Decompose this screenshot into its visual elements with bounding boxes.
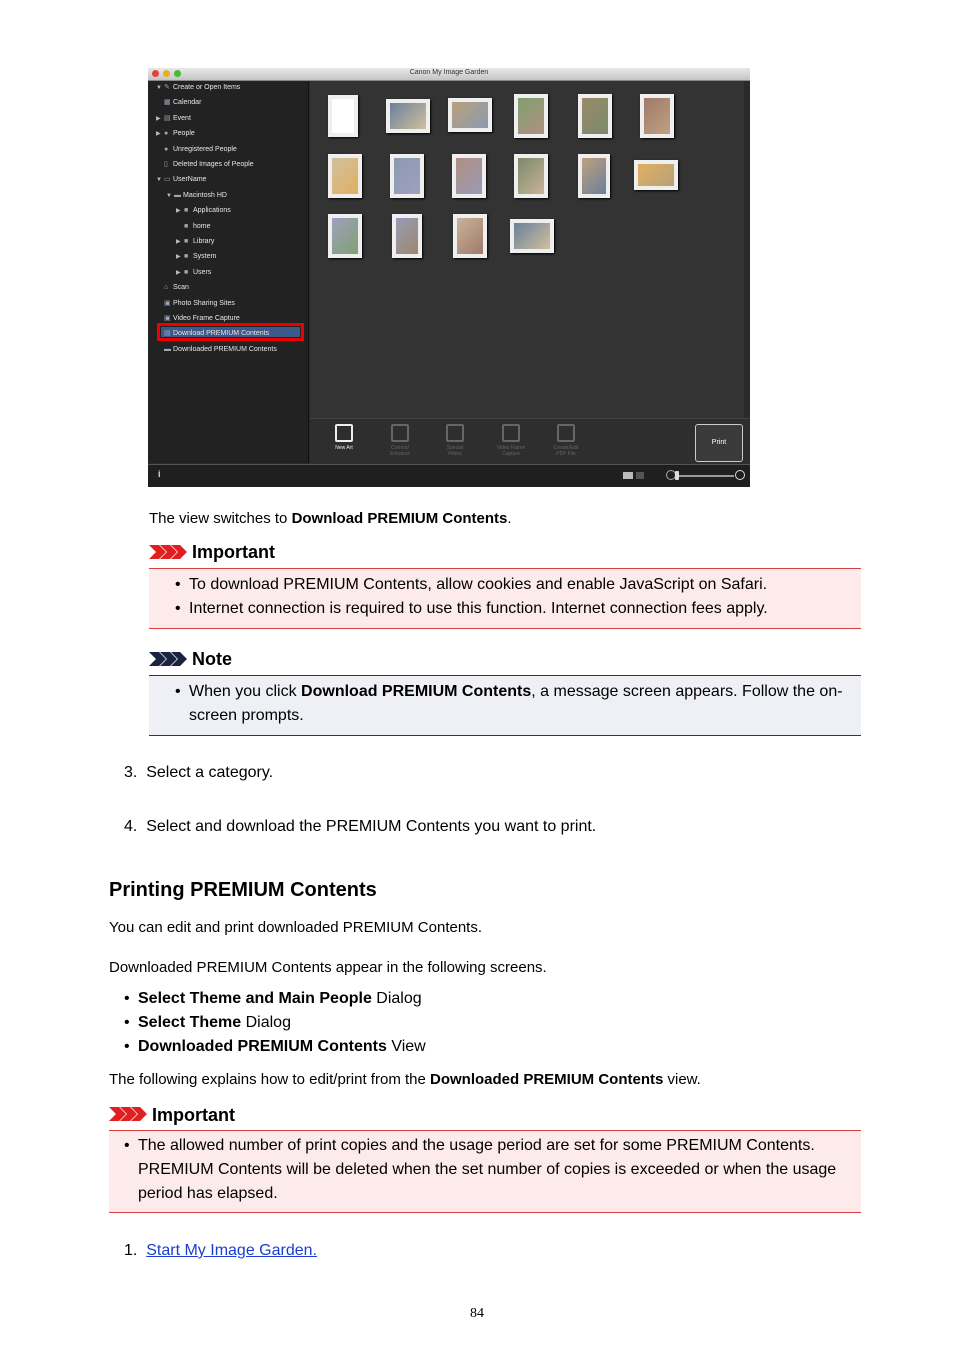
sidebar-item[interactable] [156, 159, 254, 171]
sidebar-item-label: System [193, 253, 217, 261]
photo-thumbnail[interactable] [510, 219, 554, 253]
sidebar-item-label: Calendar [173, 99, 202, 107]
start-my-image-garden-link[interactable]: Start My Image Garden. [146, 1242, 317, 1259]
tool-icon [557, 424, 575, 442]
important-item: • Internet connection is required to use this function. Internet connection fees apply. [175, 600, 768, 617]
disclosure-triangle-icon[interactable]: ▶ [176, 254, 181, 261]
sidebar-item[interactable] [156, 344, 277, 356]
sidebar-item-label: Macintosh HD [183, 191, 227, 199]
disclosure-triangle-icon[interactable]: ▼ [166, 192, 172, 199]
folder-icon: ▭ [164, 176, 171, 184]
sidebar-item[interactable] [156, 113, 191, 125]
photo-thumbnail[interactable] [390, 154, 424, 198]
important-item-continued: PREMIUM Contents will be deleted when the set number of copies is exceeded or when the usage [138, 1161, 837, 1178]
zoom-slider-handle[interactable] [675, 471, 679, 480]
disclosure-triangle-icon[interactable]: ▶ [176, 208, 181, 215]
sidebar-item-label: Event [173, 114, 191, 122]
photo-thumbnail[interactable] [448, 98, 492, 132]
folder-icon: ▤ [164, 114, 171, 122]
folder-icon: ▣ [164, 299, 171, 307]
sidebar-item-label: Users [193, 268, 212, 276]
folder-icon: ■ [184, 253, 189, 261]
sidebar-item-label: Unregistered People [173, 145, 237, 153]
photo-thumbnail[interactable] [578, 94, 612, 138]
folder-icon: ● [164, 145, 169, 153]
photo-thumbnail[interactable] [386, 99, 430, 133]
folder-icon: ▬ [164, 345, 171, 353]
folder-icon: ● [164, 130, 169, 138]
folder-icon: ■ [184, 268, 189, 276]
folder-icon: ▣ [164, 315, 171, 322]
sidebar-item-label: Create or Open Items [173, 84, 241, 91]
photo-thumbnail[interactable] [514, 154, 548, 198]
sidebar-item[interactable] [176, 236, 214, 248]
important-arrows-icon [149, 545, 187, 559]
tool-label: Correct/ Enhance [390, 445, 410, 457]
sidebar-item[interactable] [156, 298, 235, 310]
screen-list-item: • Downloaded PREMIUM Contents View [124, 1038, 426, 1055]
sidebar-item-label: Library [193, 238, 215, 245]
sidebar-item[interactable] [156, 174, 206, 186]
important-arrows-icon [109, 1107, 147, 1121]
sidebar-item[interactable] [156, 328, 269, 340]
tool-button[interactable] [433, 424, 477, 457]
photo-thumbnail[interactable] [328, 214, 362, 258]
photo-thumbnail[interactable] [578, 154, 610, 198]
sidebar-item-label: Downloaded PREMIUM Contents [173, 345, 277, 353]
zoom-slider[interactable] [678, 475, 734, 477]
sidebar-item[interactable] [176, 251, 216, 263]
folder-icon: ■ [184, 222, 189, 230]
step-4: 4. Select and download the PREMIUM Contents you want to print. [124, 818, 597, 835]
disclosure-triangle-icon[interactable]: ▼ [156, 177, 162, 184]
zoom-in-icon[interactable] [735, 470, 745, 480]
folder-icon: ✎ [164, 84, 170, 91]
photo-thumbnail[interactable] [328, 95, 358, 137]
disclosure-triangle-icon[interactable]: ▶ [176, 239, 181, 245]
important-item-continued: period has elapsed. [138, 1185, 278, 1202]
photo-thumbnail[interactable] [453, 214, 487, 258]
important-box [149, 568, 861, 629]
disclosure-triangle-icon[interactable]: ▼ [156, 85, 162, 91]
tool-button[interactable] [378, 424, 422, 457]
info-icon[interactable]: i [158, 469, 161, 479]
photo-thumbnail[interactable] [514, 94, 548, 138]
note-heading: Note [192, 649, 232, 669]
note-arrows-icon [149, 652, 187, 666]
step-3: 3. Select a category. [124, 764, 274, 781]
photo-thumbnail[interactable] [452, 154, 486, 198]
tool-icon [502, 424, 520, 442]
folder-icon: ▬ [174, 191, 181, 199]
paragraph: Downloaded PREMIUM Contents appear in the following screens. [109, 959, 547, 976]
sidebar-item-label: Applications [193, 207, 231, 215]
tool-label: Special Filters [446, 445, 464, 457]
paragraph: You can edit and print downloaded PREMIUM Contents. [109, 919, 483, 936]
sidebar-item-label: Download PREMIUM Contents [173, 330, 270, 338]
sidebar-item-label: Scan [173, 284, 189, 292]
view-switch-sentence: The view switches to Download PREMIUM Contents. [149, 510, 512, 527]
sidebar-item[interactable] [176, 205, 231, 217]
screen-list-item: • Select Theme Dialog [124, 1014, 291, 1031]
note-item: • When you click Download PREMIUM Contents, a message screen appears. Follow the on- [175, 683, 843, 700]
disclosure-triangle-icon[interactable]: ▶ [156, 115, 161, 122]
photo-thumbnail[interactable] [640, 94, 674, 138]
folder-icon: ■ [184, 207, 189, 215]
disclosure-triangle-icon[interactable]: ▶ [156, 131, 161, 138]
paragraph: The following explains how to edit/print from the Downloaded PREMIUM Contents view. [109, 1071, 701, 1088]
photo-thumbnail[interactable] [328, 154, 362, 198]
important-box [109, 1130, 861, 1213]
tool-icon [391, 424, 409, 442]
note-item-continued: screen prompts. [189, 707, 304, 724]
sidebar-item[interactable] [176, 221, 211, 233]
app-screenshot [148, 68, 750, 487]
sidebar-item-label: Deleted Images of People [173, 161, 254, 168]
sidebar-item-label: Photo Sharing Sites [173, 299, 235, 307]
folder-icon: ▯ [164, 161, 168, 168]
photo-thumbnail[interactable] [392, 214, 422, 258]
important-heading: Important [152, 1105, 235, 1125]
step-1: 1. Start My Image Garden. [124, 1242, 317, 1259]
disclosure-triangle-icon[interactable]: ▶ [176, 269, 181, 276]
tool-button[interactable] [544, 424, 588, 457]
tool-button[interactable] [489, 424, 533, 457]
tool-label: New Art [335, 445, 353, 451]
status-bar [148, 464, 750, 487]
sidebar-item-label: People [173, 130, 195, 138]
tool-icon [446, 424, 464, 442]
folder-icon: ▦ [164, 99, 171, 107]
tool-button[interactable] [322, 424, 366, 451]
important-item: • The allowed number of print copies and the usage period are set for some PREMIUM Contents. [124, 1137, 815, 1154]
window-titlebar [148, 68, 750, 81]
folder-icon: ▤ [164, 330, 171, 338]
sidebar-item[interactable] [156, 282, 189, 294]
sidebar-item-label: Video Frame Capture [173, 315, 240, 322]
sidebar-item[interactable] [156, 313, 240, 325]
sidebar-item[interactable] [156, 144, 237, 156]
folder-icon: ■ [184, 238, 189, 245]
window-title: Canon My Image Garden [409, 69, 489, 76]
sidebar-item[interactable] [166, 190, 227, 202]
sidebar-item-label: home [193, 222, 211, 230]
sidebar-item-label: UserName [173, 176, 207, 184]
sidebar-item[interactable] [176, 267, 211, 279]
sidebar-item[interactable] [156, 82, 240, 94]
screen-list-item: • Select Theme and Main People Dialog [124, 990, 422, 1007]
folder-icon: ⌂ [164, 284, 169, 292]
page-number: 84 [470, 1306, 484, 1321]
photo-thumbnail[interactable] [634, 160, 678, 190]
view-mode-icon[interactable] [623, 472, 633, 479]
important-heading: Important [192, 542, 275, 562]
tool-label: Video Frame Capture [496, 445, 526, 457]
important-item: • To download PREMIUM Contents, allow cookies and enable JavaScript on Safari. [175, 576, 768, 593]
note-box [149, 675, 861, 736]
tool-icon [335, 424, 353, 442]
print-button[interactable]: Print [695, 424, 743, 462]
sidebar-item[interactable] [156, 97, 201, 109]
section-title: Printing PREMIUM Contents [109, 879, 377, 901]
tool-label: Create/Edit PDF File [553, 445, 579, 457]
view-mode-alt-icon[interactable] [636, 472, 644, 479]
sidebar-item[interactable] [156, 128, 195, 140]
